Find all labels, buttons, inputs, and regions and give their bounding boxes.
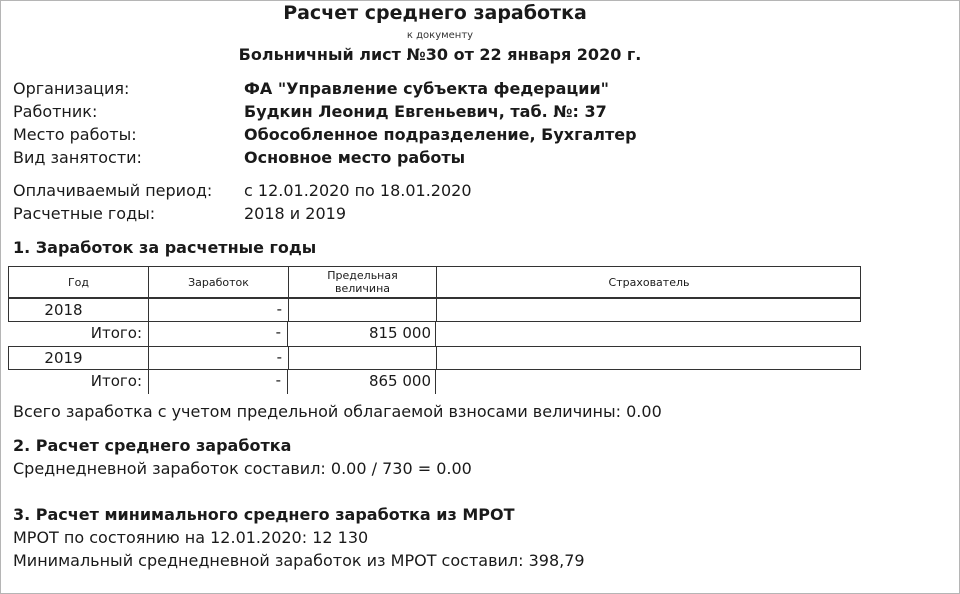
total-row [8,370,438,394]
table-row [8,298,861,322]
total-row [8,322,438,346]
earnings-summary: Всего заработка с учетом предельной облагаемой взносами величины: 0.00 [13,402,662,421]
row-year: 2019 [9,347,149,369]
total-limit: 815 000 [288,322,436,346]
workplace-label: Место работы: [13,125,137,144]
min-daily-line: Минимальный среднедневной заработок из МРОТ составил: 398,79 [13,551,585,570]
average-daily-line: Среднедневной заработок составил: 0.00 / 730 = 0.00 [13,459,472,478]
row-insurer [437,299,861,321]
col-year: Год [9,267,149,297]
row-insurer [437,347,861,369]
workplace-value: Обособленное подразделение, Бухгалтер [244,125,637,144]
row-earnings: - [149,347,289,369]
col-earnings: Заработок [149,267,289,297]
report-title: Расчет среднего заработка [283,2,587,24]
section3-heading: 3. Расчет минимального среднего заработка из МРОТ [13,505,515,524]
table-header [8,266,861,298]
employment-value: Основное место работы [244,148,466,167]
col-limit-line1: Предельная [327,269,398,282]
section2-heading: 2. Расчет среднего заработка [13,436,292,455]
row-limit [289,299,437,321]
col-insurer: Страхователь [608,275,690,289]
employee-label: Работник: [13,102,98,121]
calc-years-label: Расчетные годы: [13,204,156,223]
total-earnings: - [148,322,288,346]
total-label: Итого: [90,372,142,390]
mrot-line: МРОТ по состоянию на 12.01.2020: 12 130 [13,528,369,547]
col-limit-line2: величина [334,282,390,295]
paid-period-label: Оплачиваемый период: [13,181,213,200]
section1-heading: 1. Заработок за расчетные годы [13,238,317,257]
row-limit [289,347,437,369]
employee-value: Будкин Леонид Евгеньевич, таб. №: 37 [244,102,607,121]
row-earnings: - [149,299,289,321]
total-limit: 865 000 [288,370,436,394]
table-row [8,346,861,370]
col-limit [289,267,437,297]
document-reference: Больничный лист №30 от 22 января 2020 г. [238,45,642,64]
employment-label: Вид занятости: [13,148,142,167]
total-earnings: - [148,370,288,394]
organization-label: Организация: [13,79,130,98]
total-label: Итого: [90,324,142,342]
paid-period-value: с 12.01.2020 по 18.01.2020 [244,181,472,200]
row-year: 2018 [9,299,149,321]
report-subtitle: к документу [406,30,474,41]
organization-value: ФА "Управление субъекта федерации" [244,79,610,98]
calc-years-value: 2018 и 2019 [244,204,347,223]
